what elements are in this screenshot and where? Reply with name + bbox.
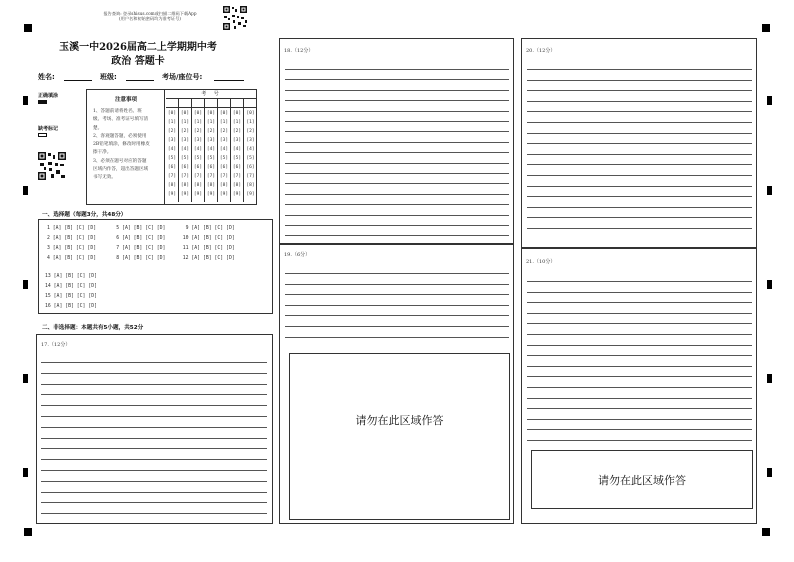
answer-line <box>285 204 509 205</box>
page-title: 玉溪一中2026届高二上学期期中考 <box>59 42 217 53</box>
answer-line <box>527 302 752 303</box>
exam-number-bubble[interactable]: [6] <box>180 165 190 170</box>
answer-line <box>527 429 752 430</box>
exam-number-bubble[interactable]: [6] <box>246 165 255 170</box>
answer-line <box>527 80 752 81</box>
answer-line <box>285 163 509 164</box>
exam-number-bubble[interactable]: [2] <box>232 129 242 134</box>
answer-line <box>285 284 509 285</box>
exam-number-bubble[interactable]: [0] <box>193 111 203 116</box>
answer-line <box>285 173 509 174</box>
choice-row[interactable]: 13 [A] [B] [C] [D] <box>45 274 97 279</box>
answer-line <box>41 481 267 482</box>
report-notice-line1: 报告查询: 登录shisus.com或扫描二维码下载App <box>103 11 197 16</box>
exam-number-bubble[interactable]: [8] <box>206 183 216 188</box>
exam-number-bubble[interactable]: [9] <box>206 192 216 197</box>
exam-number-bubble[interactable]: [2] <box>167 129 177 134</box>
exam-number-bubble[interactable]: [8] <box>219 183 229 188</box>
exam-number-bubble[interactable]: [4] <box>206 147 216 152</box>
answer-line <box>285 90 509 91</box>
answer-line <box>527 154 752 155</box>
exam-number-bubble[interactable]: [4] <box>246 147 255 152</box>
exam-number-bubble[interactable]: [2] <box>246 129 255 134</box>
multiple-choice-box <box>38 219 273 314</box>
answer-line <box>527 355 752 356</box>
question-21-answer-box[interactable] <box>521 248 757 524</box>
exam-number-bubble[interactable]: [7] <box>246 174 255 179</box>
registration-mark <box>24 528 32 536</box>
notes-title: 注意事项 <box>114 97 137 103</box>
choice-row[interactable]: 2 [A] [B] [C] [D] 6 [A] [B] [C] [D] 10 [A] [B] [C] [D] <box>47 236 235 241</box>
answer-line <box>285 69 509 70</box>
choice-row[interactable]: 15 [A] [B] [C] [D] <box>45 294 97 299</box>
exam-number-bubble[interactable]: [5] <box>206 156 216 161</box>
student-qr-code-icon <box>38 152 66 180</box>
exam-number-bubble[interactable]: [1] <box>232 120 242 125</box>
notes-line: 区域内作答，超出答题区域 <box>93 167 149 173</box>
exam-number-bubble[interactable]: [8] <box>167 183 177 188</box>
notes-panel <box>87 90 165 204</box>
exam-number-bubble[interactable]: [9] <box>193 192 203 197</box>
answer-line <box>527 207 752 208</box>
answer-line <box>41 362 267 363</box>
answer-line <box>285 215 509 216</box>
fill-example-mark <box>38 100 47 104</box>
notes-and-exam-number-box <box>86 89 257 205</box>
question-19-label: 19.（6分） <box>284 252 311 258</box>
exam-number-bubble[interactable]: [7] <box>167 174 177 179</box>
exam-number-bubble[interactable]: [3] <box>193 138 203 143</box>
exam-number-bubble[interactable]: [7] <box>193 174 203 179</box>
exam-number-bubble[interactable]: [5] <box>219 156 229 161</box>
exam-number-bubble[interactable]: [2] <box>180 129 190 134</box>
exam-number-bubble[interactable]: [6] <box>219 165 229 170</box>
answer-line <box>527 334 752 335</box>
registration-mark <box>762 528 770 536</box>
notes-line: 书写无效。 <box>93 175 116 181</box>
timing-mark <box>767 186 772 195</box>
exam-number-bubble[interactable]: [1] <box>193 120 203 125</box>
registration-mark <box>762 24 770 32</box>
exam-number-bubble[interactable]: [5] <box>180 156 190 161</box>
exam-number-bubble[interactable]: [0] <box>167 111 177 116</box>
exam-number-bubble[interactable]: [4] <box>167 147 177 152</box>
exam-number-column <box>192 109 205 202</box>
exam-number-column <box>218 109 231 202</box>
exam-number-bubble[interactable]: [8] <box>232 183 242 188</box>
exam-number-bubble[interactable]: [7] <box>232 174 242 179</box>
answer-line <box>527 398 752 399</box>
registration-mark <box>24 24 32 32</box>
exam-number-column <box>166 109 179 202</box>
answer-line <box>527 228 752 229</box>
exam-number-bubble[interactable]: [5] <box>232 156 242 161</box>
answer-line <box>41 416 267 417</box>
answer-line <box>41 502 267 503</box>
answer-line <box>527 292 752 293</box>
fill-example-label: 正确填涂 <box>38 93 59 99</box>
notes-line: 2B铅笔填涂，修改时用橡皮 <box>93 142 150 148</box>
answer-line <box>41 470 267 471</box>
answer-line <box>41 513 267 514</box>
answer-line <box>527 281 752 282</box>
answer-line <box>41 394 267 395</box>
exam-number-grid <box>166 90 257 204</box>
notes-line: 2、客观题答题，必须使用 <box>93 133 147 139</box>
timing-mark <box>767 280 772 289</box>
answer-line <box>285 121 509 122</box>
answer-line <box>527 101 752 102</box>
choice-row[interactable]: 3 [A] [B] [C] [D] 7 [A] [B] [C] [D] 11 [A] [B] [C] [D] <box>47 246 235 251</box>
answer-line <box>527 440 752 441</box>
room-seat-field[interactable] <box>214 80 244 81</box>
exam-number-bubble[interactable]: [3] <box>232 138 242 143</box>
answer-line <box>41 384 267 385</box>
question-21-label: 21.（10分） <box>526 259 556 265</box>
timing-mark <box>767 468 772 477</box>
exam-number-bubble[interactable]: [6] <box>167 165 177 170</box>
exam-number-bubble[interactable]: [2] <box>219 129 229 134</box>
question-20-answer-box[interactable] <box>521 38 757 248</box>
exam-number-bubble[interactable]: [7] <box>219 174 229 179</box>
answer-line <box>527 217 752 218</box>
answer-line <box>41 405 267 406</box>
notes-line: 擦干净。 <box>93 150 112 156</box>
answer-line <box>527 196 752 197</box>
report-notice-line2: (用户名和初始密码均为准考证号) <box>119 16 181 21</box>
exam-number-bubble[interactable]: [5] <box>246 156 255 161</box>
answer-line <box>285 315 509 316</box>
choice-row[interactable]: 1 [A] [B] [C] [D] 5 [A] [B] [C] [D] 9 [A] [B] [C] [D] <box>47 226 235 231</box>
notes-line: 级、考场、准考证号填写清 <box>93 117 149 123</box>
timing-mark <box>23 280 28 289</box>
class-field[interactable] <box>126 80 154 81</box>
exam-number-bubble[interactable]: [9] <box>167 192 177 197</box>
question-18-answer-box[interactable] <box>279 38 514 244</box>
exam-number-bubble[interactable]: [3] <box>180 138 190 143</box>
question-18-label: 18.（12分） <box>284 48 314 54</box>
answer-line <box>285 142 509 143</box>
room-seat-label: 考场/座位号: <box>162 73 203 81</box>
exam-number-bubble[interactable]: [2] <box>206 129 216 134</box>
no-answer-zone <box>531 450 753 509</box>
exam-number-column <box>244 109 257 202</box>
notes-line: 楚。 <box>93 125 103 131</box>
notes-line: 3、必须在题号对应的答题 <box>93 158 147 164</box>
class-label: 班级: <box>100 73 117 81</box>
exam-number-divider <box>230 99 231 109</box>
answer-line <box>285 273 509 274</box>
exam-number-bubble[interactable]: [6] <box>206 165 216 170</box>
exam-number-bubble[interactable]: [8] <box>193 183 203 188</box>
exam-number-header: 考 号 <box>166 90 257 99</box>
exam-number-divider <box>191 99 192 109</box>
exam-number-column <box>231 109 244 202</box>
exam-number-bubble[interactable]: [6] <box>193 165 203 170</box>
answer-line <box>527 419 752 420</box>
choice-row[interactable]: 14 [A] [B] [C] [D] <box>45 284 97 289</box>
choice-row[interactable]: 4 [A] [B] [C] [D] 8 [A] [B] [C] [D] 12 [A] [B] [C] [D] <box>47 256 235 261</box>
answer-line <box>527 164 752 165</box>
question-20-label: 20.（12分） <box>526 48 556 54</box>
answer-line <box>527 376 752 377</box>
answer-line <box>41 427 267 428</box>
no-answer-zone-text: 请勿在此区域作答 <box>598 474 686 487</box>
answer-line <box>527 90 752 91</box>
exam-number-bubble[interactable]: [1] <box>206 120 216 125</box>
section2-title: 二、非选择题：本题共有5小题，共52分 <box>42 325 144 331</box>
exam-number-column <box>205 109 218 202</box>
answer-line <box>527 323 752 324</box>
exam-number-column <box>179 109 192 202</box>
name-label: 姓名: <box>38 73 55 81</box>
exam-number-bubble[interactable]: [0] <box>206 111 216 116</box>
absent-mark-label: 缺考标记 <box>38 126 59 132</box>
qr-code-icon <box>222 5 248 31</box>
answer-line <box>285 183 509 184</box>
exam-number-bubble[interactable]: [7] <box>180 174 190 179</box>
answer-line <box>285 131 509 132</box>
timing-mark <box>23 374 28 383</box>
exam-number-bubble[interactable]: [0] <box>246 111 255 116</box>
exam-number-bubble[interactable]: [6] <box>232 165 242 170</box>
exam-number-bubble[interactable]: [4] <box>232 147 242 152</box>
answer-line <box>285 337 509 338</box>
exam-number-bubble[interactable]: [4] <box>180 147 190 152</box>
exam-number-bubble[interactable]: [9] <box>219 192 229 197</box>
exam-number-divider <box>217 99 218 109</box>
exam-number-bubble[interactable]: [8] <box>246 183 255 188</box>
answer-line <box>285 225 509 226</box>
answer-line <box>285 111 509 112</box>
section1-title: 一、选择题（每题3分，共48分） <box>42 212 127 218</box>
question-17-answer-box[interactable] <box>36 334 273 524</box>
timing-mark <box>767 96 772 105</box>
exam-number-bubble[interactable]: [9] <box>180 192 190 197</box>
exam-number-bubble[interactable]: [1] <box>246 120 255 125</box>
exam-number-bubble[interactable]: [1] <box>167 120 177 125</box>
timing-mark <box>23 96 28 105</box>
answer-line <box>527 387 752 388</box>
timing-mark <box>23 186 28 195</box>
answer-line <box>285 100 509 101</box>
answer-line <box>41 459 267 460</box>
exam-number-bubble[interactable]: [9] <box>246 192 255 197</box>
no-answer-zone <box>289 353 510 520</box>
answer-line <box>527 122 752 123</box>
answer-line <box>527 133 752 134</box>
exam-number-bubble[interactable]: [2] <box>193 129 203 134</box>
exam-number-bubble[interactable]: [3] <box>219 138 229 143</box>
answer-line <box>285 326 509 327</box>
answer-line <box>285 152 509 153</box>
answer-line <box>527 143 752 144</box>
answer-line <box>285 305 509 306</box>
answer-line <box>527 175 752 176</box>
page-subtitle: 政治 答题卡 <box>111 56 165 67</box>
answer-line <box>41 373 267 374</box>
answer-line <box>527 366 752 367</box>
exam-number-bubble[interactable]: [3] <box>167 138 177 143</box>
name-field[interactable] <box>64 80 92 81</box>
exam-number-bubble[interactable]: [1] <box>180 120 190 125</box>
exam-number-divider <box>178 99 179 109</box>
answer-line <box>527 69 752 70</box>
question-19-answer-box[interactable] <box>279 244 514 524</box>
notes-body <box>93 108 161 183</box>
exam-number-bubble[interactable]: [0] <box>219 111 229 116</box>
notes-line: 1、答题前请将姓名、班 <box>93 109 142 114</box>
answer-line <box>527 313 752 314</box>
exam-number-bubble[interactable]: [3] <box>246 138 255 143</box>
answer-line <box>527 186 752 187</box>
question-17-label: 17.（12分） <box>41 342 71 348</box>
exam-number-bubble[interactable]: [9] <box>232 192 242 197</box>
answer-line <box>41 492 267 493</box>
answer-line <box>285 294 509 295</box>
answer-line <box>285 79 509 80</box>
no-answer-zone-text: 请勿在此区域作答 <box>355 414 444 427</box>
answer-line <box>527 408 752 409</box>
exam-number-divider <box>204 99 205 109</box>
timing-mark <box>23 468 28 477</box>
exam-number-bubble[interactable]: [5] <box>193 156 203 161</box>
timing-mark <box>767 374 772 383</box>
exam-number-bubble[interactable]: [4] <box>219 147 229 152</box>
exam-number-bubble[interactable]: [4] <box>193 147 203 152</box>
choice-row[interactable]: 16 [A] [B] [C] [D] <box>45 304 97 309</box>
exam-number-bubble[interactable]: [5] <box>167 156 177 161</box>
exam-number-bubble[interactable]: [3] <box>206 138 216 143</box>
answer-line <box>527 345 752 346</box>
answer-line <box>527 111 752 112</box>
answer-line <box>285 235 509 236</box>
exam-number-bubble[interactable]: [0] <box>232 111 242 116</box>
absent-mark-checkbox[interactable] <box>38 133 47 137</box>
answer-line <box>41 438 267 439</box>
exam-number-bubble[interactable]: [8] <box>180 183 190 188</box>
exam-number-divider <box>243 99 244 109</box>
report-notice <box>80 11 220 21</box>
exam-number-bubble[interactable]: [7] <box>206 174 216 179</box>
exam-number-bubble[interactable]: [0] <box>180 111 190 116</box>
answer-line <box>285 194 509 195</box>
exam-number-bubble[interactable]: [1] <box>219 120 229 125</box>
answer-line <box>41 448 267 449</box>
